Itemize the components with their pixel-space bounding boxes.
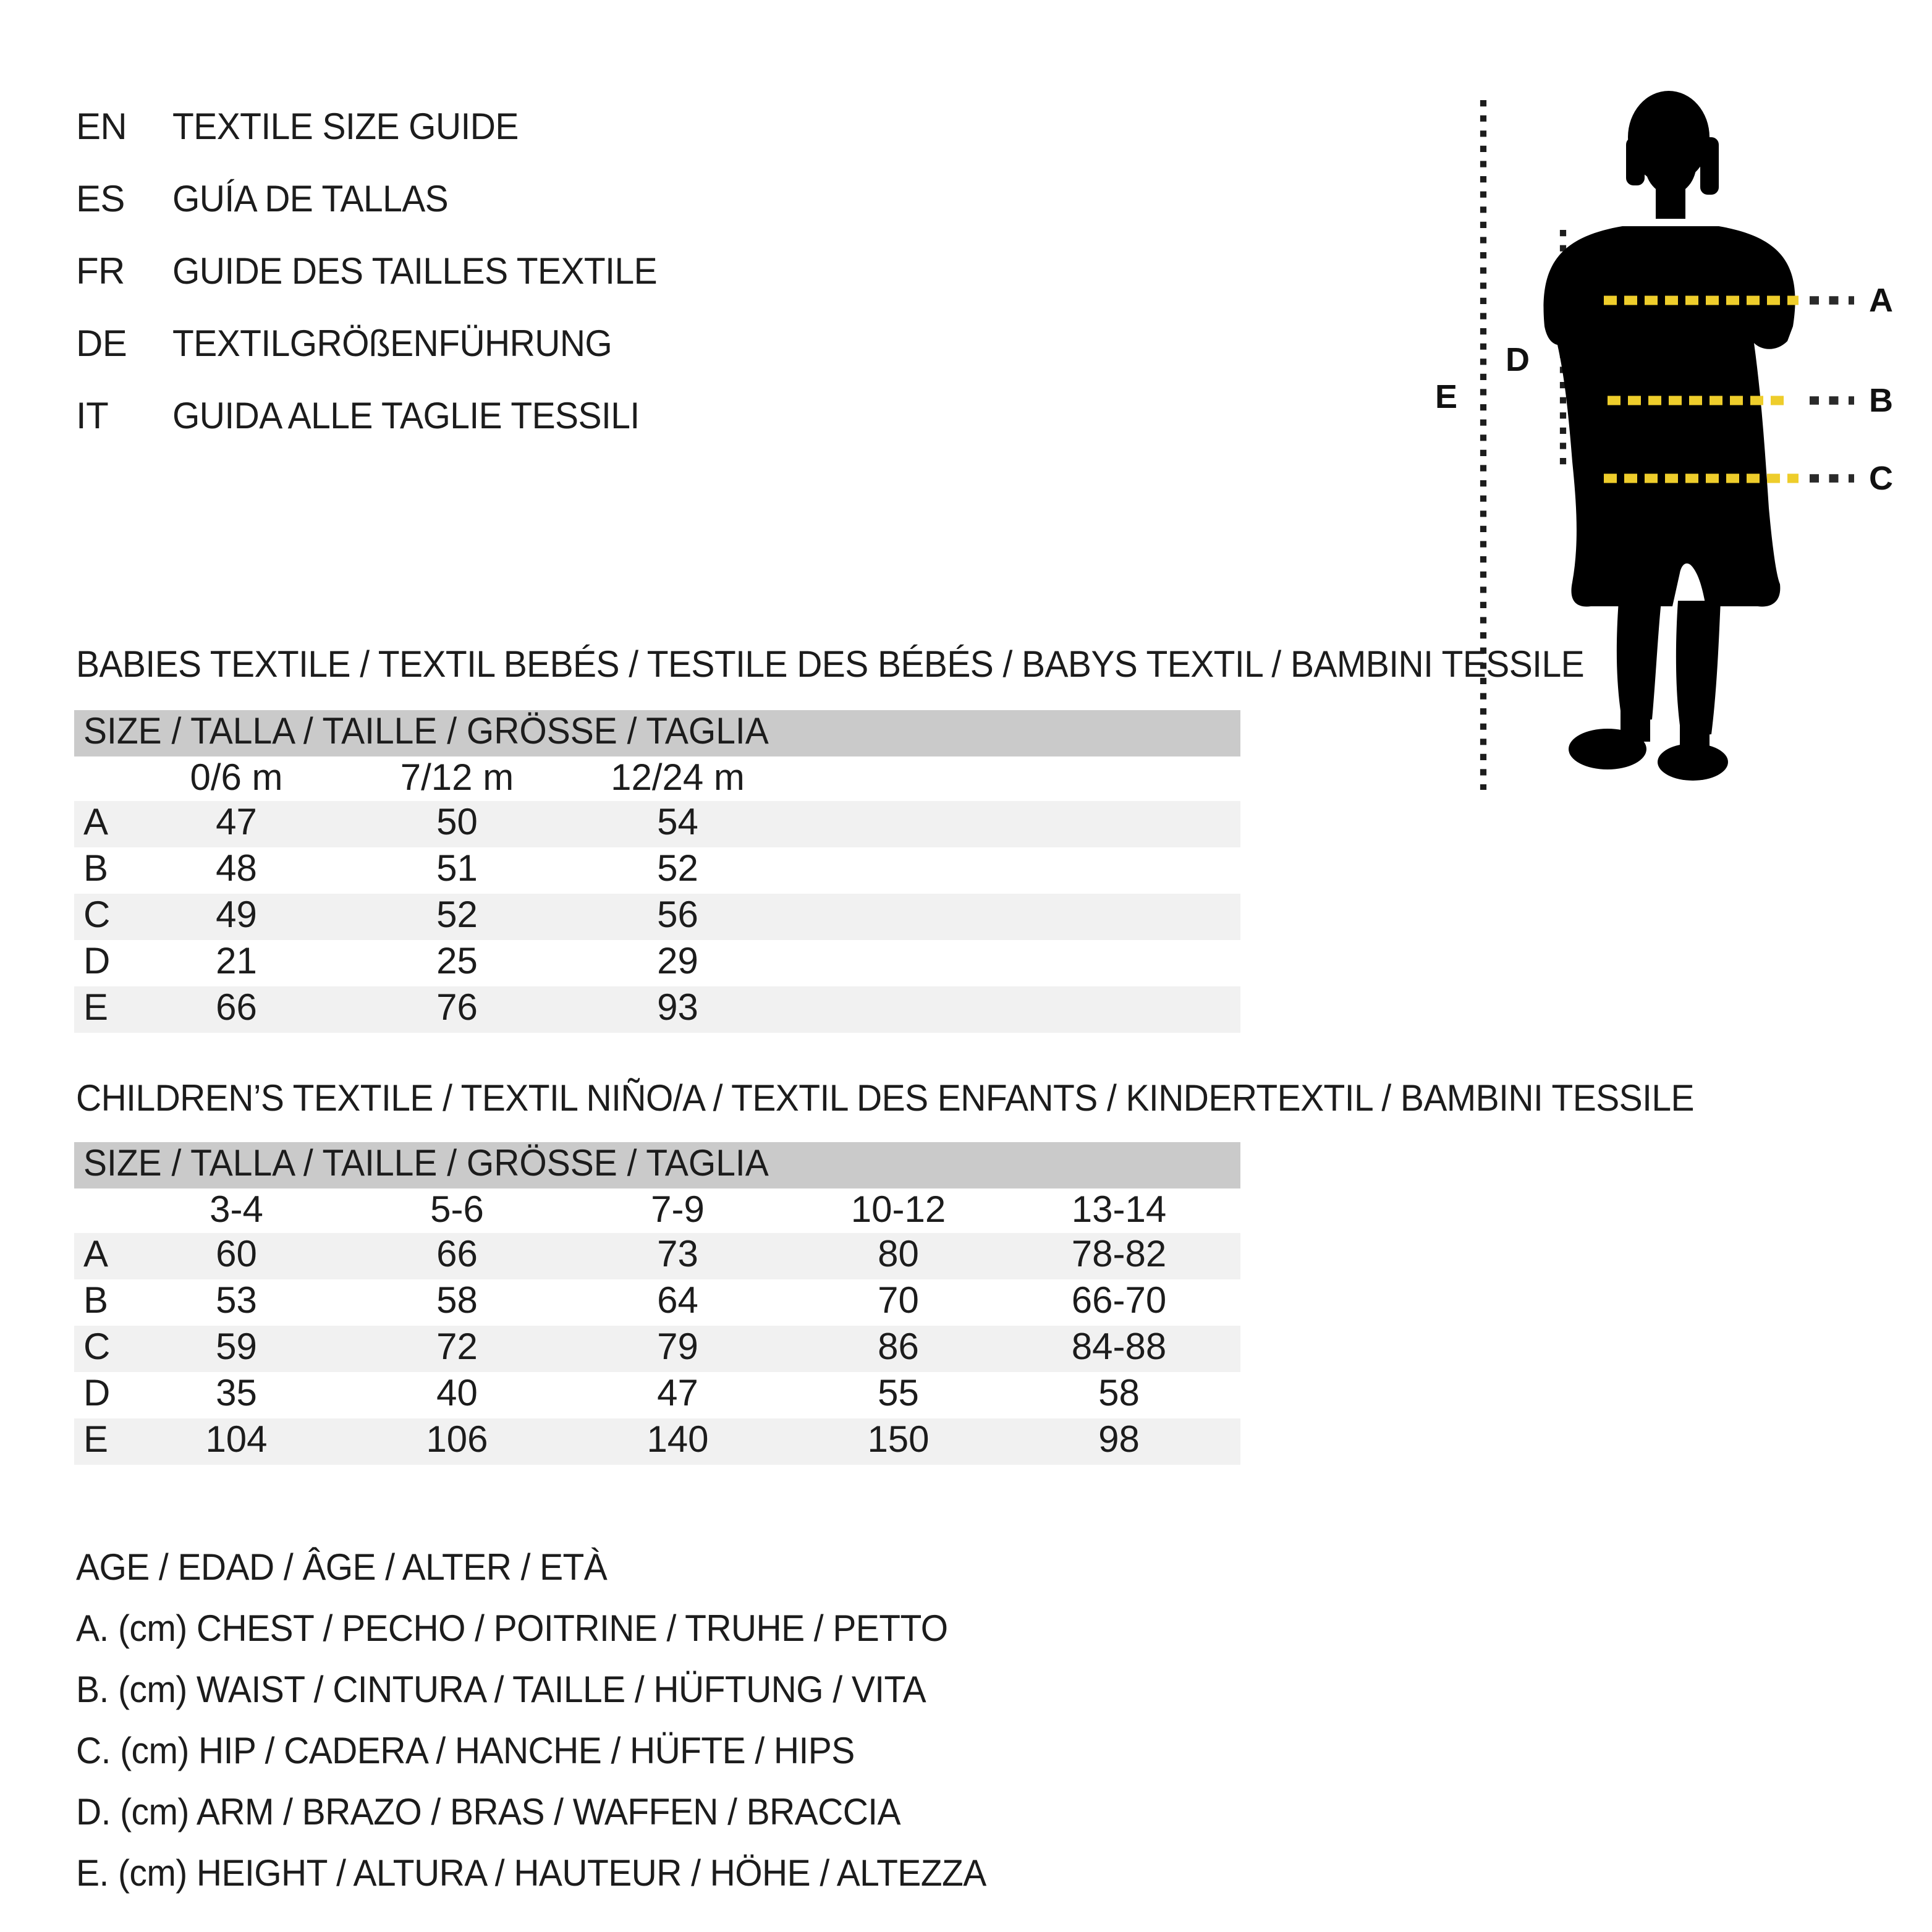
legend-age: AGE / EDAD / ÂGE / ALTER / ETÀ bbox=[76, 1548, 608, 1589]
lang-code: IT bbox=[76, 397, 109, 438]
row-label: E bbox=[83, 1420, 109, 1461]
cell: 49 bbox=[216, 896, 257, 936]
child-silhouette-diagram bbox=[1428, 82, 1932, 816]
cell: 55 bbox=[878, 1374, 919, 1415]
label-b: B bbox=[1869, 382, 1893, 419]
babies-column-header-row bbox=[74, 756, 1240, 801]
table-row bbox=[74, 847, 1240, 894]
cell: 47 bbox=[657, 1374, 698, 1415]
guide-title: TEXTILGRÖßENFÜHRUNG bbox=[172, 324, 612, 365]
cell: 47 bbox=[216, 803, 257, 844]
row-label: D bbox=[83, 1374, 111, 1415]
cell: 29 bbox=[657, 942, 698, 983]
column-header: 0/6 m bbox=[190, 757, 283, 799]
cell: 73 bbox=[657, 1235, 698, 1276]
table-row bbox=[74, 1418, 1240, 1465]
guide-title: GUIDE DES TAILLES TEXTILE bbox=[172, 252, 658, 293]
header-line-fr bbox=[76, 237, 682, 310]
cell: 140 bbox=[646, 1420, 709, 1461]
column-header: 13-14 bbox=[1071, 1189, 1167, 1231]
cell: 70 bbox=[878, 1281, 919, 1322]
row-label: B bbox=[83, 849, 109, 890]
table-row bbox=[74, 801, 1240, 847]
babies-size-table bbox=[74, 710, 1240, 1033]
row-label: C bbox=[83, 896, 111, 936]
cell: 53 bbox=[216, 1281, 257, 1322]
cell: 56 bbox=[657, 896, 698, 936]
table-row bbox=[74, 1326, 1240, 1372]
column-header: 7/12 m bbox=[400, 757, 514, 799]
column-header: 12/24 m bbox=[611, 757, 745, 799]
cell: 60 bbox=[216, 1235, 257, 1276]
row-label: A bbox=[83, 803, 109, 844]
language-header bbox=[76, 93, 682, 454]
table-row bbox=[74, 894, 1240, 940]
size-header-bar: SIZE / TALLA / TAILLE / GRÖSSE / TAGLIA bbox=[74, 710, 1240, 756]
header-line-it bbox=[76, 382, 682, 454]
cell: 40 bbox=[436, 1374, 478, 1415]
column-header: 10-12 bbox=[850, 1189, 946, 1231]
cell: 106 bbox=[426, 1420, 488, 1461]
cell: 54 bbox=[657, 803, 698, 844]
cell: 86 bbox=[878, 1328, 919, 1368]
guide-title: GUÍA DE TALLAS bbox=[172, 180, 449, 221]
guide-title: GUIDA ALLE TAGLIE TESSILI bbox=[172, 397, 640, 438]
lang-code: EN bbox=[76, 108, 127, 148]
column-header: 7-9 bbox=[651, 1189, 705, 1231]
legend-hip: C. (cm) HIP / CADERA / HANCHE / HÜFTE / HIPS bbox=[76, 1732, 855, 1773]
label-e: E bbox=[1435, 378, 1458, 415]
cell: 72 bbox=[436, 1328, 478, 1368]
cell: 80 bbox=[878, 1235, 919, 1276]
label-d: D bbox=[1506, 341, 1530, 378]
size-header-bar: SIZE / TALLA / TAILLE / GRÖSSE / TAGLIA bbox=[74, 1142, 1240, 1188]
babies-section-title: BABIES TEXTILE / TEXTIL BEBÉS / TESTILE DES BÉBÉS / BABYS TEXTIL / BAMBINI TESSILE bbox=[76, 645, 1585, 686]
cell: 48 bbox=[216, 849, 257, 890]
cell: 64 bbox=[657, 1281, 698, 1322]
legend-chest: A. (cm) CHEST / PECHO / POITRINE / TRUHE / PETTO bbox=[76, 1609, 948, 1650]
cell: 52 bbox=[436, 896, 478, 936]
header-line-en bbox=[76, 93, 682, 165]
cell: 78-82 bbox=[1071, 1235, 1167, 1276]
table-row bbox=[74, 1279, 1240, 1326]
cell: 98 bbox=[1098, 1420, 1140, 1461]
cell: 104 bbox=[205, 1420, 268, 1461]
cell: 50 bbox=[436, 803, 478, 844]
label-c: C bbox=[1869, 460, 1893, 497]
cell: 21 bbox=[216, 942, 257, 983]
header-line-es bbox=[76, 165, 682, 237]
cell: 84-88 bbox=[1071, 1328, 1167, 1368]
cell: 93 bbox=[657, 988, 698, 1029]
cell: 59 bbox=[216, 1328, 257, 1368]
column-header: 5-6 bbox=[430, 1189, 484, 1231]
children-section-title: CHILDREN’S TEXTILE / TEXTIL NIÑO/A / TEXTIL DES ENFANTS / KINDERTEXTIL / BAMBINI TESSILE bbox=[76, 1079, 1694, 1120]
column-header: 3-4 bbox=[210, 1189, 263, 1231]
row-label: A bbox=[83, 1235, 109, 1276]
lang-code: FR bbox=[76, 252, 125, 293]
row-label: D bbox=[83, 942, 111, 983]
legend-arm: D. (cm) ARM / BRAZO / BRAS / WAFFEN / BRACCIA bbox=[76, 1793, 901, 1834]
legend-height: E. (cm) HEIGHT / ALTURA / HAUTEUR / HÖHE / ALTEZZA bbox=[76, 1854, 986, 1895]
measurement-figure bbox=[1428, 82, 1932, 816]
cell: 35 bbox=[216, 1374, 257, 1415]
row-label: B bbox=[83, 1281, 109, 1322]
cell: 76 bbox=[436, 988, 478, 1029]
measurement-legend bbox=[76, 1539, 1034, 1906]
lang-code: ES bbox=[76, 180, 125, 221]
row-label: C bbox=[83, 1328, 111, 1368]
cell: 66-70 bbox=[1071, 1281, 1167, 1322]
cell: 58 bbox=[436, 1281, 478, 1322]
label-a: A bbox=[1869, 282, 1893, 319]
children-size-table bbox=[74, 1142, 1240, 1465]
cell: 66 bbox=[216, 988, 257, 1029]
cell: 51 bbox=[436, 849, 478, 890]
header-line-de bbox=[76, 310, 682, 382]
table-row bbox=[74, 986, 1240, 1033]
guide-title: TEXTILE SIZE GUIDE bbox=[172, 108, 519, 148]
table-row bbox=[74, 1372, 1240, 1418]
table-row bbox=[74, 940, 1240, 986]
children-column-header-row bbox=[74, 1188, 1240, 1233]
table-row bbox=[74, 1233, 1240, 1279]
cell: 52 bbox=[657, 849, 698, 890]
cell: 25 bbox=[436, 942, 478, 983]
cell: 79 bbox=[657, 1328, 698, 1368]
cell: 66 bbox=[436, 1235, 478, 1276]
cell: 150 bbox=[867, 1420, 930, 1461]
row-label: E bbox=[83, 988, 109, 1029]
legend-waist: B. (cm) WAIST / CINTURA / TAILLE / HÜFTUNG / VITA bbox=[76, 1671, 926, 1711]
cell: 58 bbox=[1098, 1374, 1140, 1415]
lang-code: DE bbox=[76, 324, 127, 365]
